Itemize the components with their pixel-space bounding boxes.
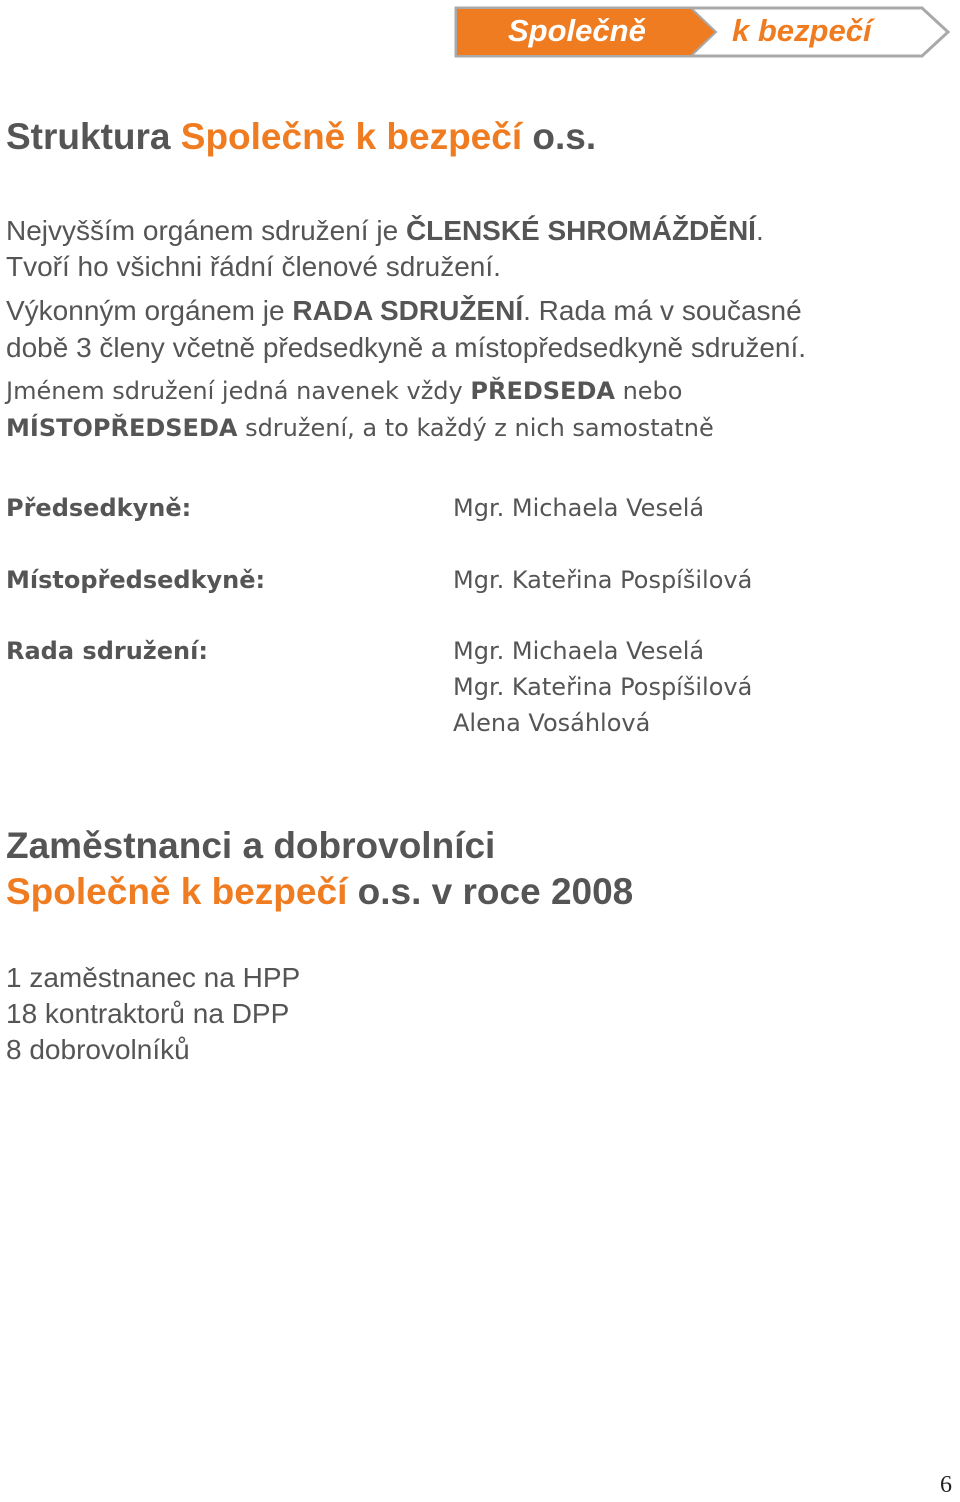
title-suffix: o.s. [522, 116, 597, 157]
logo-text-spolecne: Společně [508, 13, 646, 48]
intro-line-6-text: sdružení, a to každý z nich samostatně [237, 414, 714, 442]
intro-line-3-bold: RADA SDRUŽENÍ [292, 295, 524, 326]
staff-contractors: 18 kontraktorů na DPP [6, 998, 290, 1029]
intro-line-6 [6, 410, 714, 446]
page-number: 6 [940, 1472, 952, 1498]
role-label-chair: Předsedkyně: [6, 494, 192, 522]
page-title [6, 114, 596, 160]
section-title-line-2 [6, 869, 633, 915]
intro-line-1-bold: ČLENSKÉ SHROMÁŽDĚNÍ [405, 215, 756, 246]
logo-text-k-bezpeci: k bezpečí [732, 13, 872, 48]
intro-line-3 [6, 293, 802, 329]
staff-employees: 1 zaměstnanec na HPP [6, 962, 301, 993]
section-title-suffix: o.s. v roce 2008 [347, 871, 634, 912]
logo [454, 5, 952, 60]
role-name-board-1: Mgr. Michaela Veselá [453, 637, 705, 665]
intro-line-5-bold: PŘEDSEDA [470, 377, 615, 405]
title-prefix: Struktura [6, 116, 181, 157]
role-name-board-2: Mgr. Kateřina Pospíšilová [453, 673, 753, 701]
intro-line-1 [6, 213, 764, 249]
intro-line-3-end: . Rada má v současné [523, 295, 802, 326]
title-org-name: Společně k bezpečí [180, 116, 523, 157]
intro-line-1-text: Nejvyšším orgánem sdružení je [6, 215, 406, 246]
intro-line-5 [6, 373, 682, 409]
intro-line-2: Tvoří ho všichni řádní členové sdružení. [6, 251, 501, 282]
role-name-chair: Mgr. Michaela Veselá [453, 494, 705, 522]
intro-line-1-end: . [755, 215, 764, 246]
intro-line-5-end: nebo [614, 377, 683, 405]
intro-line-6-bold: MÍSTOPŘEDSEDA [6, 414, 238, 442]
section-title-line-1: Zaměstnanci a dobrovolníci [6, 825, 496, 866]
intro-line-5-text: Jménem sdružení jedná navenek vždy [6, 377, 471, 405]
role-name-vice-chair: Mgr. Kateřina Pospíšilová [453, 566, 753, 594]
intro-line-3-text: Výkonným orgánem je [6, 295, 293, 326]
section-title-org-name: Společně k bezpečí [6, 871, 348, 912]
role-label-board: Rada sdružení: [6, 637, 208, 665]
role-name-board-3: Alena Vosáhlová [453, 709, 651, 737]
role-label-vice-chair: Místopředsedkyně: [6, 566, 266, 594]
intro-line-4: době 3 členy včetně předsedkyně a místopředsedkyně sdružení. [6, 332, 807, 363]
staff-volunteers: 8 dobrovolníků [6, 1034, 190, 1065]
